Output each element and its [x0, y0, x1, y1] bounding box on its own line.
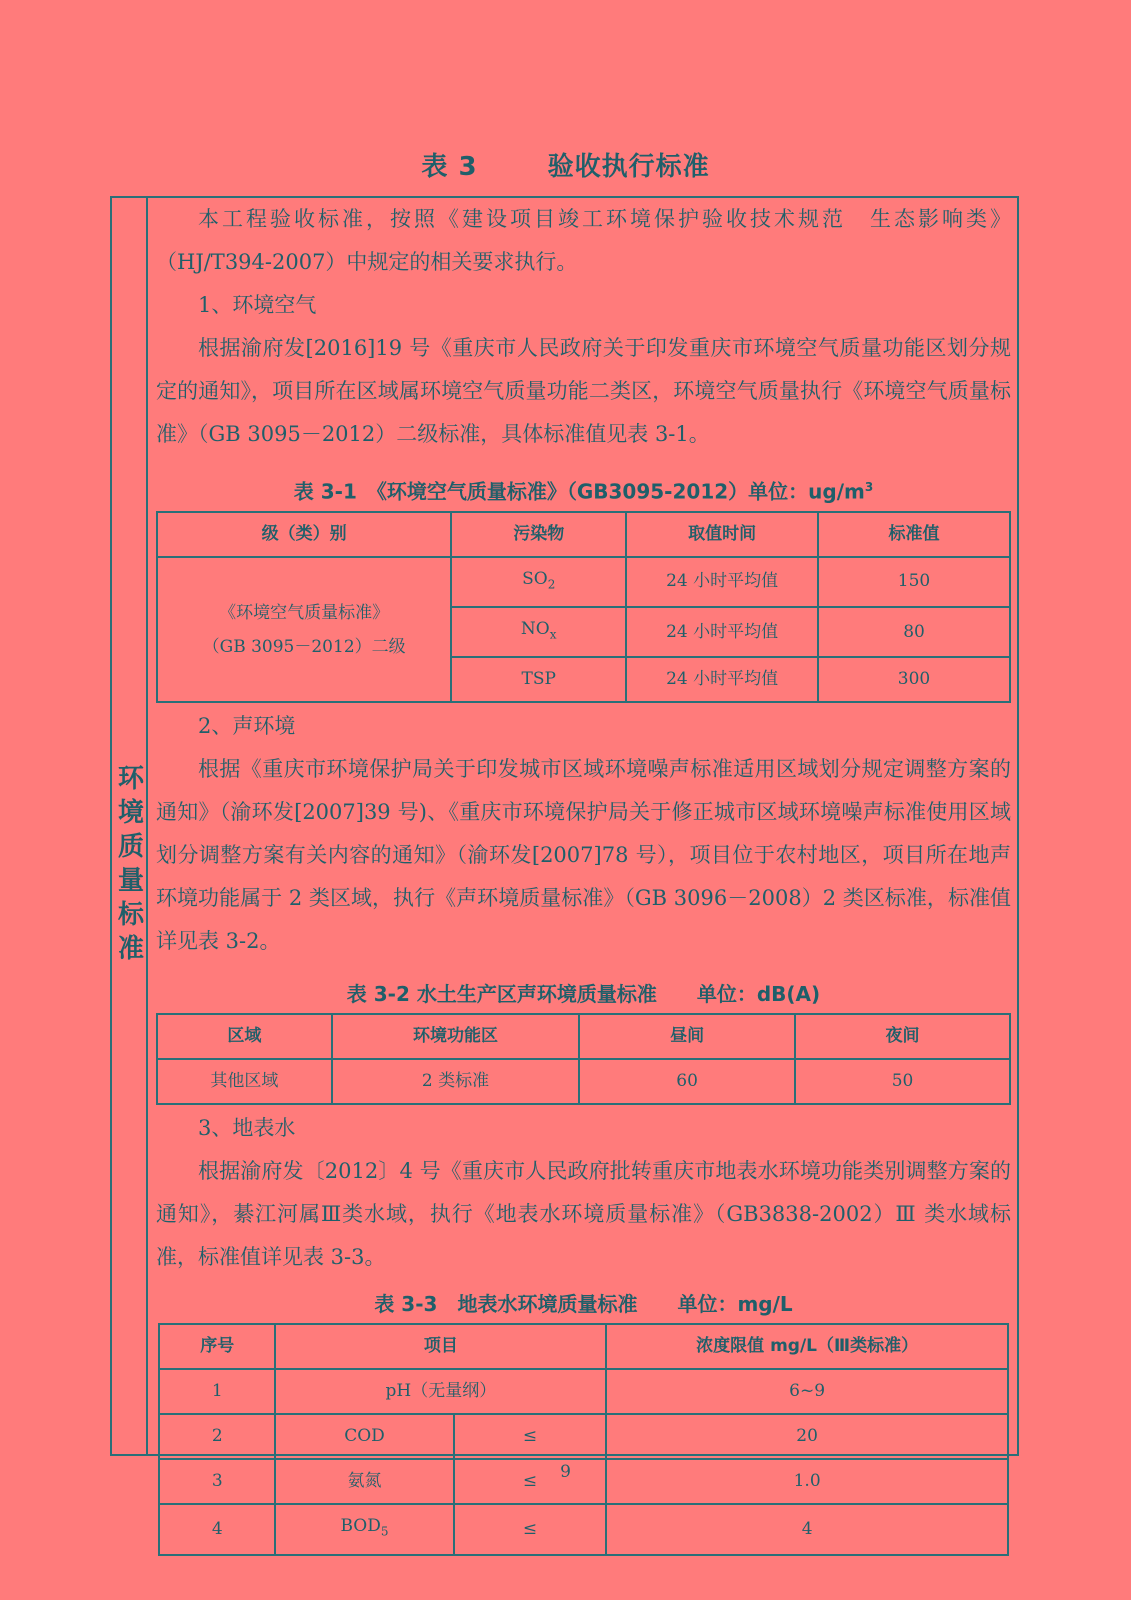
table-header-row	[159, 1324, 1008, 1369]
page-number: 9	[560, 1462, 571, 1482]
side-label-cell	[112, 198, 148, 1454]
table-cell: 6~9	[606, 1369, 1007, 1414]
time-cell: 24 小时平均值	[626, 557, 818, 607]
noise-heading: 2、声环境	[198, 714, 296, 739]
table-row	[159, 1369, 1008, 1414]
table-header: 污染物	[451, 512, 626, 557]
table-header: 环境功能区	[332, 1014, 579, 1059]
pollutant-cell: $SO_2$	[451, 557, 626, 607]
table-header: 标准值	[818, 512, 1010, 557]
category-line1: 《环境空气质量标准》	[219, 602, 390, 623]
table1-caption-sup: 3	[864, 480, 874, 494]
table-row	[159, 1504, 1008, 1554]
table-cell: ≤	[454, 1504, 607, 1554]
table-header: 项目	[275, 1324, 606, 1369]
table-cell: 4	[606, 1504, 1007, 1554]
water-paragraph: 根据渝府发〔2012〕4 号《重庆市人民政府批转重庆市地表水环境功能类别调整方案的通知》，綦江河属Ⅲ类水域，执行《地表水环境质量标准》（GB3838-2002）Ⅲ 类水域标准，标准值详见表 3-3。	[156, 1159, 1011, 1270]
page-title	[0, 146, 1131, 183]
pollutant-cell: TSP	[451, 657, 626, 702]
table-header: 区域	[157, 1014, 332, 1059]
table-cell: $BOD_5$	[275, 1504, 453, 1554]
air-heading: 1、环境空气	[198, 293, 317, 317]
table-cell: 20	[606, 1414, 1007, 1459]
table-header: 序号	[159, 1324, 275, 1369]
table-cell: 3	[159, 1459, 275, 1504]
value-cell: 150	[818, 557, 1010, 607]
category-cell	[157, 557, 451, 703]
water-heading: 3、地表水	[198, 1116, 296, 1141]
noise-standard-table	[156, 1013, 1011, 1105]
table-cell: 其他区域	[157, 1059, 332, 1104]
table-cell: pH（无量纲）	[275, 1369, 606, 1414]
value-cell: 80	[818, 607, 1010, 657]
table1-caption	[156, 472, 1011, 507]
category-line2: （GB 3095－2012）二级	[202, 636, 406, 657]
table-cell: 50	[795, 1059, 1010, 1104]
noise-paragraph: 根据《重庆市环境保护局关于印发城市区域环境噪声标准适用区域划分规定调整方案的通知》（渝环发[2007]39 号)、《重庆市环境保护局关于修正城市区域环境噪声标准使用区域划分调整方案有关内容的通知》（渝环发[2007]78 号），项目位于农村地区，项目所在地声环境功能属于 2 类区域，执行《声环境质量标准》（GB 3096－2008）2 类区标准，标准值详见表 3-2。	[156, 757, 1011, 954]
table-header: 级（类）别	[157, 512, 451, 557]
time-cell: 24 小时平均值	[626, 657, 818, 702]
air-paragraph: 根据渝府发[2016]19 号《重庆市人民政府关于印发重庆市环境空气质量功能区划分规定的通知》，项目所在区域属环境空气质量功能二类区，环境空气质量执行《环境空气质量标准》（GB 3095－2012）二级标准，具体标准值见表 3-1。	[156, 336, 1011, 446]
table-cell: 2 类标准	[332, 1059, 579, 1104]
table-header-row	[157, 1014, 1010, 1059]
content-area	[150, 198, 1017, 1540]
table-cell: 1	[159, 1369, 275, 1414]
table-cell: 4	[159, 1504, 275, 1554]
side-label: 环境质量标准	[113, 764, 144, 968]
water-standard-table	[158, 1323, 1009, 1555]
table-header: 夜间	[795, 1014, 1010, 1059]
table-cell: 60	[579, 1059, 795, 1104]
time-cell: 24 小时平均值	[626, 607, 818, 657]
page-title-number: 表 3	[421, 152, 478, 182]
pollutant-cell: $NO_x$	[451, 607, 626, 657]
value-cell: 300	[818, 657, 1010, 702]
table-row	[157, 1059, 1010, 1104]
table2-caption: 表 3-2 水土生产区声环境质量标准 单位：dB(A)	[346, 982, 821, 1007]
intro-paragraph: 本工程验收标准，按照《建设项目竣工环境保护验收技术规范 生态影响类》（HJ/T394-2007）中规定的相关要求执行。	[156, 207, 1011, 274]
table3-caption: 表 3-3 地表水环境质量标准 单位：mg/L	[374, 1292, 793, 1317]
table-cell: 2	[159, 1414, 275, 1459]
table-cell: ≤	[454, 1414, 607, 1459]
standards-frame	[110, 196, 1019, 1540]
table-row	[157, 557, 1010, 607]
table-header-row	[157, 512, 1010, 557]
table-cell: ≤	[454, 1459, 607, 1504]
table-cell: COD	[275, 1414, 453, 1459]
table1-caption-text: 表 3-1 《环境空气质量标准》（GB3095-2012）单位：ug/m	[293, 479, 865, 504]
table-cell: 1.0	[606, 1459, 1007, 1504]
table-cell: 氨氮	[275, 1459, 453, 1504]
table-header: 昼间	[579, 1014, 795, 1059]
table-row	[159, 1414, 1008, 1459]
air-standard-table	[156, 511, 1011, 704]
table-header: 浓度限值 mg/L（Ⅲ类标准）	[606, 1324, 1007, 1369]
table-header: 取值时间	[626, 512, 818, 557]
page-title-text: 验收执行标准	[547, 152, 710, 182]
